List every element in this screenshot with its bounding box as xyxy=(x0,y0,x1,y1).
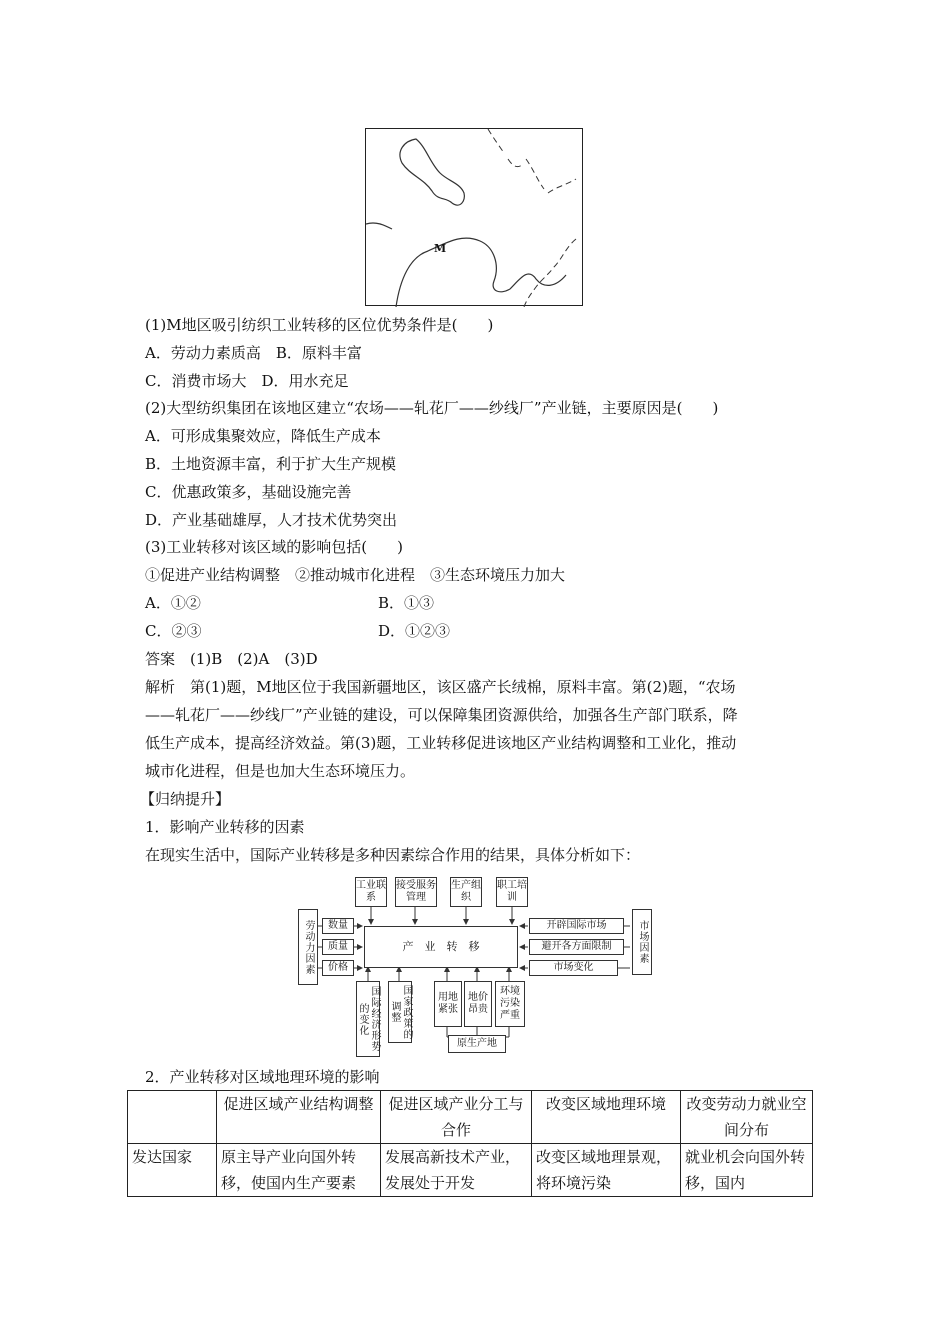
labor-quantity: 数量 xyxy=(322,918,354,934)
q1-options-ab: A．劳动力素质高 B．原料丰富 xyxy=(145,344,362,362)
q1-options-cd: C．消费市场大 D．用水充足 xyxy=(145,372,349,390)
map-figure xyxy=(365,128,583,306)
analysis-line-1: 解析 第(1)题，M地区位于我国新疆地区，该区盛产长绒棉，原料丰富。第(2)题，“农场 xyxy=(145,678,736,696)
q1-stem: (1)M地区吸引纺织工业转移的区位优势条件是( ) xyxy=(145,316,494,334)
section2-title: 2．产业转移对区域地理环境的影响 xyxy=(145,1068,380,1086)
factor-land-shortage: 用地紧张 xyxy=(434,981,462,1027)
q3-option-a: A．①② xyxy=(145,594,201,612)
table-cell: 就业机会向国外转移，国内 xyxy=(681,1144,813,1197)
labor-price: 价格 xyxy=(322,960,354,976)
answer-line: 答案 (1)B (2)A (3)D xyxy=(145,650,318,668)
industry-transfer-center: 产 业 转 移 xyxy=(364,926,518,968)
q2-option-d: D．产业基础雄厚，人才技术优势突出 xyxy=(145,511,398,529)
factor-industrial-links: 工业联系 xyxy=(355,877,387,907)
table-cell: 发展高新技术产业，发展处于开发 xyxy=(381,1144,532,1197)
table-cell: 原主导产业向国外转移，使国内生产要素 xyxy=(217,1144,381,1197)
market-change: 市场变化 xyxy=(529,960,618,976)
factor-national-policy: 国家政策的调整 xyxy=(388,981,412,1043)
industry-transfer-diagram xyxy=(296,873,658,1058)
q3-items: ①促进产业结构调整 ②推动城市化进程 ③生态环境压力加大 xyxy=(145,566,566,584)
q2-stem: (2)大型纺织集团在该地区建立“农场——轧花厂——纱线厂”产业链，主要原因是( ) xyxy=(145,399,719,417)
origin-production-area: 原生产地 xyxy=(448,1035,506,1053)
q3-option-b: B．①③ xyxy=(378,594,435,612)
table-cell: 改变区域地理景观，将环境污染 xyxy=(532,1144,681,1197)
table-header-cell: 促进区域产业结构调整 xyxy=(217,1091,381,1144)
market-avoid-restrictions: 避开各方面限制 xyxy=(529,939,624,955)
q3-option-c: C．②③ xyxy=(145,622,202,640)
labor-quality: 质量 xyxy=(322,939,354,955)
q2-option-b: B．土地资源丰富，利于扩大生产规模 xyxy=(145,455,397,473)
factor-staff-training: 职工培训 xyxy=(496,877,528,907)
market-open-international: 开辟国际市场 xyxy=(529,918,624,934)
table-header-cell: 改变劳动力就业空间分布 xyxy=(681,1091,813,1144)
analysis-line-2: ——轧花厂——纱线厂”产业链的建设，可以保障集团资源供给，加强各生产部门联系，降 xyxy=(145,706,738,724)
factor-international-economy: 国际经济形势的变化 xyxy=(356,981,380,1057)
factor-expensive-land: 地价昂贵 xyxy=(464,981,492,1027)
q3-stem: (3)工业转移对该区域的影响包括( ) xyxy=(145,538,403,556)
q2-option-a: A．可形成集聚效应，降低生产成本 xyxy=(145,427,381,445)
map-drawing xyxy=(366,129,584,307)
market-factor-group: 市场因素 xyxy=(632,909,652,975)
q2-option-c: C．优惠政策多，基础设施完善 xyxy=(145,483,352,501)
factor-production-organization: 生产组织 xyxy=(450,877,482,907)
table-header-cell: 促进区域产业分工与合作 xyxy=(381,1091,532,1144)
q3-option-d: D．①②③ xyxy=(378,622,451,640)
table-header-cell xyxy=(128,1091,217,1144)
table-row xyxy=(128,1144,813,1197)
table-header-row xyxy=(128,1091,813,1144)
analysis-line-3: 低生产成本，提高经济效益。第(3)题，工业转移促进该地区产业结构调整和工业化，推动 xyxy=(145,734,737,752)
section1-title: 1．影响产业转移的因素 xyxy=(145,818,305,836)
table-header-cell: 改变区域地理环境 xyxy=(532,1091,681,1144)
analysis-line-4: 城市化进程，但是也加大生态环境压力。 xyxy=(145,762,416,780)
labor-factor-group: 劳动力因素 xyxy=(298,909,318,985)
table-cell: 发达国家 xyxy=(128,1144,217,1197)
section1-text: 在现实生活中，国际产业转移是多种因素综合作用的结果，具体分析如下： xyxy=(145,846,641,864)
factor-service-management: 接受服务管理 xyxy=(395,877,437,907)
map-label-m: M xyxy=(434,242,447,255)
summary-title: 【归纳提升】 xyxy=(140,790,231,808)
factor-environment-pollution: 环境污染严重 xyxy=(495,981,525,1027)
effects-table xyxy=(127,1090,813,1197)
